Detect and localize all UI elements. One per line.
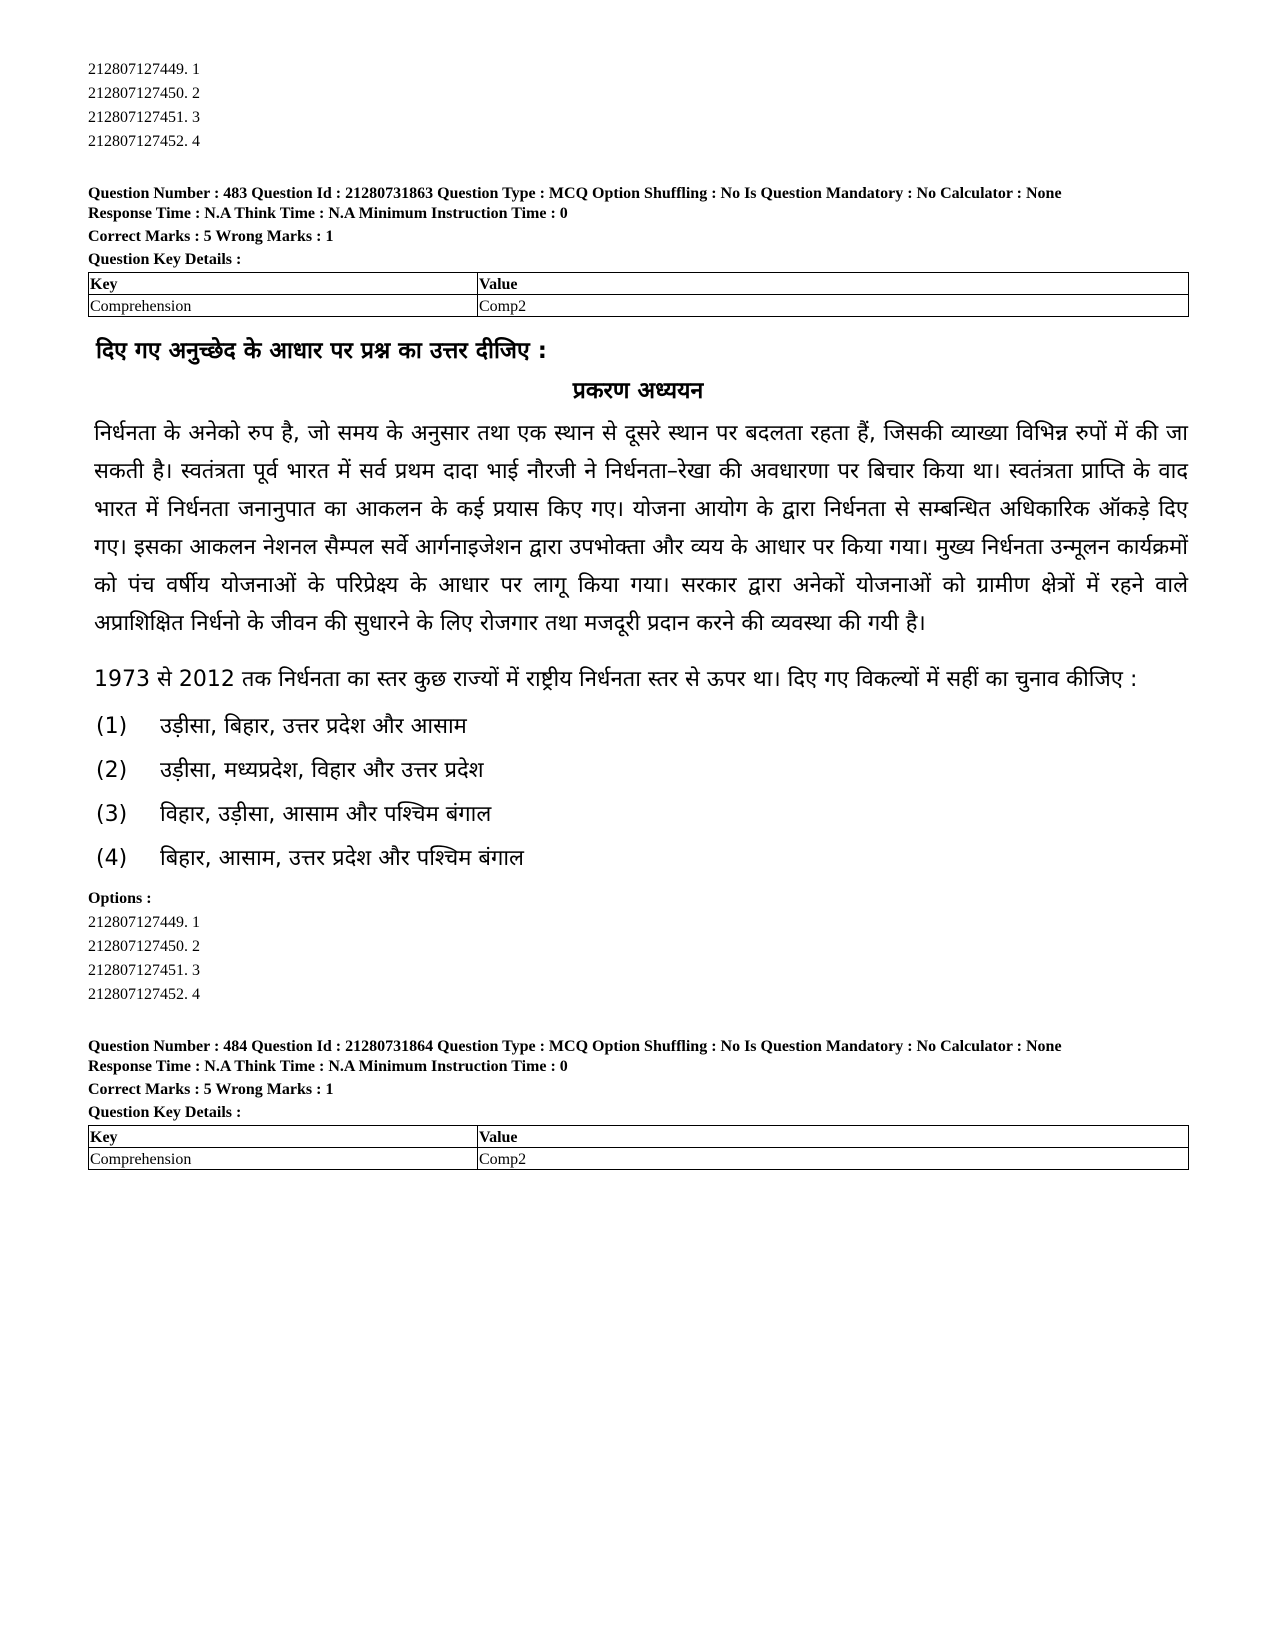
previous-options-list	[88, 58, 1188, 154]
question-text: 1973 से 2012 तक निर्धनता का स्तर कुछ राज्यों में राष्ट्रीय निर्धनता स्तर से ऊपर था। दिए गए विकल्यों में सहीं का चुनाव कीजिए :	[94, 667, 1138, 692]
options-list	[88, 887, 1188, 1007]
option-line: 212807127449. 1	[88, 914, 200, 931]
key-details-label: Question Key Details :	[88, 251, 242, 268]
table-header-key: Key	[89, 1126, 478, 1148]
table-header-row	[89, 1126, 1189, 1148]
table-header-key: Key	[89, 273, 478, 295]
question-meta-line: Question Number : 483 Question Id : 21280731863 Question Type : MCQ Option Shuffling : No Is Question Mandatory : No Calculator : None	[88, 185, 1062, 202]
option-line: 212807127450. 2	[88, 85, 200, 102]
option-line: 212807127452. 4	[88, 133, 200, 150]
option-line: 212807127452. 4	[88, 986, 200, 1003]
marks-line: Correct Marks : 5 Wrong Marks : 1	[88, 228, 334, 245]
choice-number: (3)	[96, 802, 128, 827]
choice-item	[96, 837, 1188, 881]
option-line: 212807127449. 1	[88, 61, 200, 78]
choice-text: बिहार, आसाम, उत्तर प्रदेश और पश्चिम बंगाल	[160, 846, 524, 871]
choice-item	[96, 705, 1188, 749]
table-row	[89, 295, 1189, 317]
table-cell-key: Comprehension	[89, 295, 478, 317]
option-line: 212807127451. 3	[88, 962, 200, 979]
option-line: 212807127450. 2	[88, 938, 200, 955]
key-details-label: Question Key Details :	[88, 1104, 242, 1121]
question-483-header	[88, 184, 1188, 270]
choice-number: (4)	[96, 846, 128, 871]
instruction-text: दिए गए अनुच्छेद के आधार पर प्रश्न का उत्तर दीजिए :	[96, 338, 547, 364]
key-details-table	[88, 272, 1189, 317]
choice-number: (2)	[96, 758, 128, 783]
table-header-value: Value	[478, 273, 1189, 295]
choice-item	[96, 749, 1188, 793]
marks-line: Correct Marks : 5 Wrong Marks : 1	[88, 1081, 334, 1098]
table-header-row	[89, 273, 1189, 295]
answer-choices	[96, 705, 1188, 881]
choice-item	[96, 793, 1188, 837]
question-timing-line: Response Time : N.A Think Time : N.A Minimum Instruction Time : 0	[88, 205, 568, 222]
passage-title: प्रकरण अध्ययन	[572, 378, 704, 404]
choice-number: (1)	[96, 714, 128, 739]
question-meta-line: Question Number : 484 Question Id : 21280731864 Question Type : MCQ Option Shuffling : No Is Question Mandatory : No Calculator : None	[88, 1038, 1062, 1055]
document-page	[88, 58, 1188, 1170]
choice-text: उड़ीसा, बिहार, उत्तर प्रदेश और आसाम	[160, 714, 467, 739]
choice-text: उड़ीसा, मध्यप्रदेश, विहार और उत्तर प्रदेश	[160, 758, 484, 783]
choice-text: विहार, उड़ीसा, आसाम और पश्चिम बंगाल	[160, 802, 492, 827]
option-line: 212807127451. 3	[88, 109, 200, 126]
options-label: Options :	[88, 890, 152, 907]
table-header-value: Value	[478, 1126, 1189, 1148]
table-cell-key: Comprehension	[89, 1148, 478, 1170]
passage-text: निर्धनता के अनेको रुप है, जो समय के अनुसार तथा एक स्थान से दूसरे स्थान पर बदलता रहता हैं, जिसकी व्याख्या विभिन्न रुपों में की जा सकती है। स्वतंत्रता पूर्व भारत में सर्व प्रथम दादा भाई नौरजी ने निर्धनता–रेखा की अवधारणा पर बिचार किया था। स्वतंत्रता प्राप्ति के वाद भारत में निर्धनता जनानुपात का आकलन के कई प्रयास किए गए। योजना आयोग के द्वारा निर्धनता से सम्बन्धित अधिकारिक ऑकड़े दिए गए। इसका आकलन नेशनल सैम्पल सर्वे आर्गनाइजेशन द्वारा उपभोक्ता और व्यय के आधार पर किया गया। मुख्य निर्धनता उन्मूलन कार्यक्रमों को पंच वर्षीय योजनाओं के परिप्रेक्ष्य के आधार पर लागू किया गया। सरकार द्वारा अनेकों योजनाओं को ग्रामीण क्षेत्रों में रहने वाले अप्राशिक्षित निर्धनो के जीवन की सुधारने के लिए रोजगार तथा मजदूरी प्रदान करने की व्यवस्था की गयी है।	[94, 421, 1188, 636]
question-484-header	[88, 1037, 1188, 1123]
key-details-table	[88, 1125, 1189, 1170]
table-cell-value: Comp2	[478, 1148, 1189, 1170]
table-row	[89, 1148, 1189, 1170]
question-timing-line: Response Time : N.A Think Time : N.A Minimum Instruction Time : 0	[88, 1058, 568, 1075]
table-cell-value: Comp2	[478, 295, 1189, 317]
